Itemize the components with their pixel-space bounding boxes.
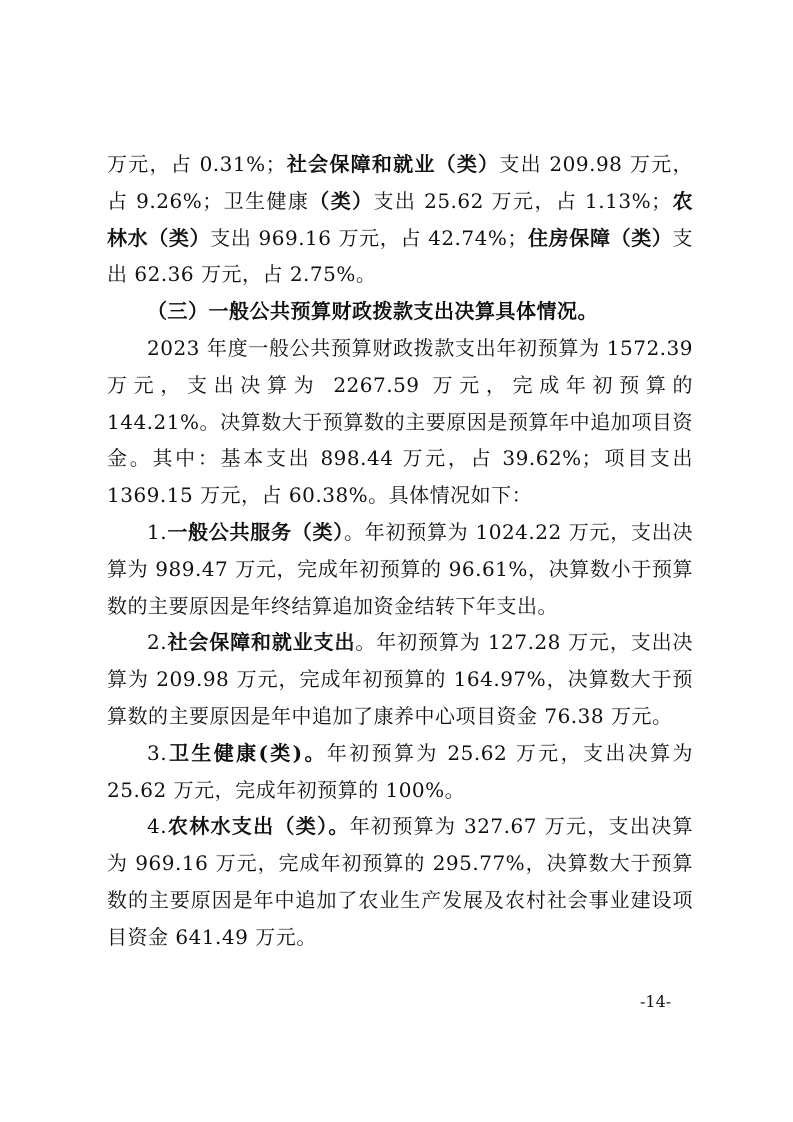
list-item-agriculture [107,808,693,955]
paragraph-expenditure-summary [107,146,693,293]
category-health-suffix: （类） [309,188,374,213]
text-segment: 支出 62.36 万元，占 2.75%。 [107,225,694,287]
item-number: 1. [147,519,168,544]
item-number: 2. [147,630,168,655]
section-heading: （三）一般公共预算财政拨款支出决算具体情况。 [147,299,598,324]
item-text: 。年初预算为 1024.22 万元，支出决算为 989.47 万元，完成年初预算的 96.61%，决算数小于预算数的主要原因是年终结算追加资金结转下年支出。 [107,519,694,618]
text-segment: 支出 209.98 万元，占 9.26%；卫生健康 [107,152,693,213]
item-title: 卫生健康(类)。 [167,740,327,765]
text-segment: 支出 969.16 万元，占 42.74%； [210,225,528,250]
category-social-security: 社会保障和就业（类） [286,152,500,176]
page-number: -14- [640,992,672,1011]
item-text: 。年初预算为 127.28 万元，支出决算为 209.98 万元，完成年初预算的 164.97%，决算数大于预算数的主要原因是年中追加了康养中心项目资金 76.38 万元。 [107,630,694,728]
paragraph-overview: 2023 年度一般公共预算财政拨款支出年初预算为 1572.39 万元，支出决算为 2267.59 万元，完成年初预算的 144.21%。决算数大于预算数的主要原因是预算年中追加项目资金。其中：基本支出 898.44 万元，占 39.62%；项目支出 1369.15 万元，占 60.38%。具体情况如下： [107,335,693,508]
category-agriculture: 农林水（类） [107,188,693,250]
list-item-health [107,735,693,809]
text-segment: 支出 25.62 万元，占 1.13%； [373,188,672,213]
text-segment: 万元，占 0.31%； [107,152,287,176]
list-item-general-public-services [107,514,693,624]
item-number: 3. [147,740,168,765]
item-text: 年初预算为 327.67 万元，支出决算为 969.16 万元，完成年初预算的 295.77%，决算数大于预算数的主要原因是年中追加了农业生产发展及农村社会事业建设项目资金 641.49 万元。 [107,814,694,949]
list-item-social-security [107,624,693,734]
item-text: 年初预算为 25.62 万元，支出决算为 25.62 万元，完成年初预算的 100%。 [107,740,693,802]
item-number: 4. [147,814,168,839]
category-housing: 住房保障（类） [527,225,673,250]
document-body [107,146,693,956]
item-title: 社会保障和就业支出 [167,630,356,655]
item-title: 一般公共服务（类） [167,519,344,544]
item-title: 农林水支出（类）。 [167,814,350,839]
